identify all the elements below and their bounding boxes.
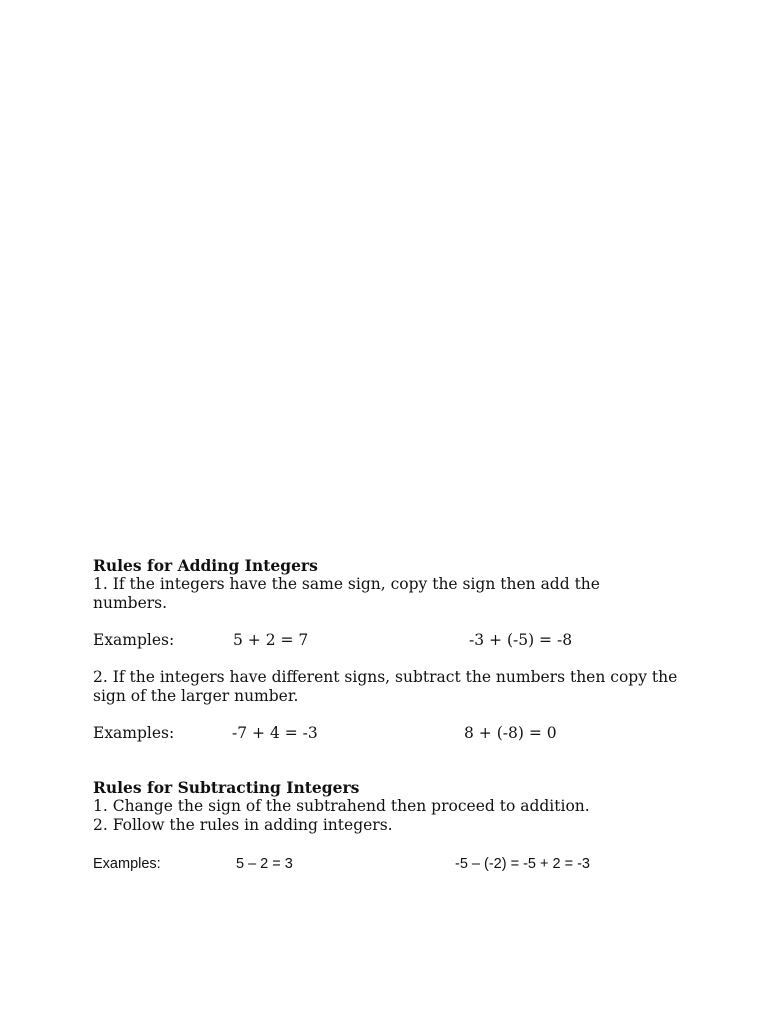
example-a: 5 + 2 = 7 xyxy=(233,631,309,649)
examples-label: Examples: xyxy=(93,856,161,872)
document-body xyxy=(93,556,693,874)
examples-label: Examples: xyxy=(93,631,175,649)
subtracting-examples xyxy=(93,855,693,874)
subtracting-rule-2: 2. Follow the rules in adding integers. xyxy=(93,816,393,834)
example-a: 5 – 2 = 3 xyxy=(236,856,293,872)
spacer xyxy=(93,743,693,778)
example-b: -3 + (-5) = -8 xyxy=(469,631,573,649)
adding-examples-2 xyxy=(93,724,693,743)
examples-label: Examples: xyxy=(93,724,175,742)
example-b: -5 – (-2) = -5 + 2 = -3 xyxy=(455,856,590,872)
adding-examples-1 xyxy=(93,631,693,650)
adding-rules-heading: Rules for Adding Integers xyxy=(93,556,318,575)
example-a: -7 + 4 = -3 xyxy=(232,724,318,742)
adding-rule-1: 1. If the integers have the same sign, copy the sign then add the numbers. xyxy=(93,575,600,612)
subtracting-rules-heading: Rules for Subtracting Integers xyxy=(93,778,360,797)
example-b: 8 + (-8) = 0 xyxy=(464,724,557,742)
subtracting-rule-1: 1. Change the sign of the subtrahend then proceed to addition. xyxy=(93,797,590,815)
spacer xyxy=(93,650,693,668)
adding-rule-2: 2. If the integers have different signs, subtract the numbers then copy the sign of the larger number. xyxy=(93,668,678,705)
